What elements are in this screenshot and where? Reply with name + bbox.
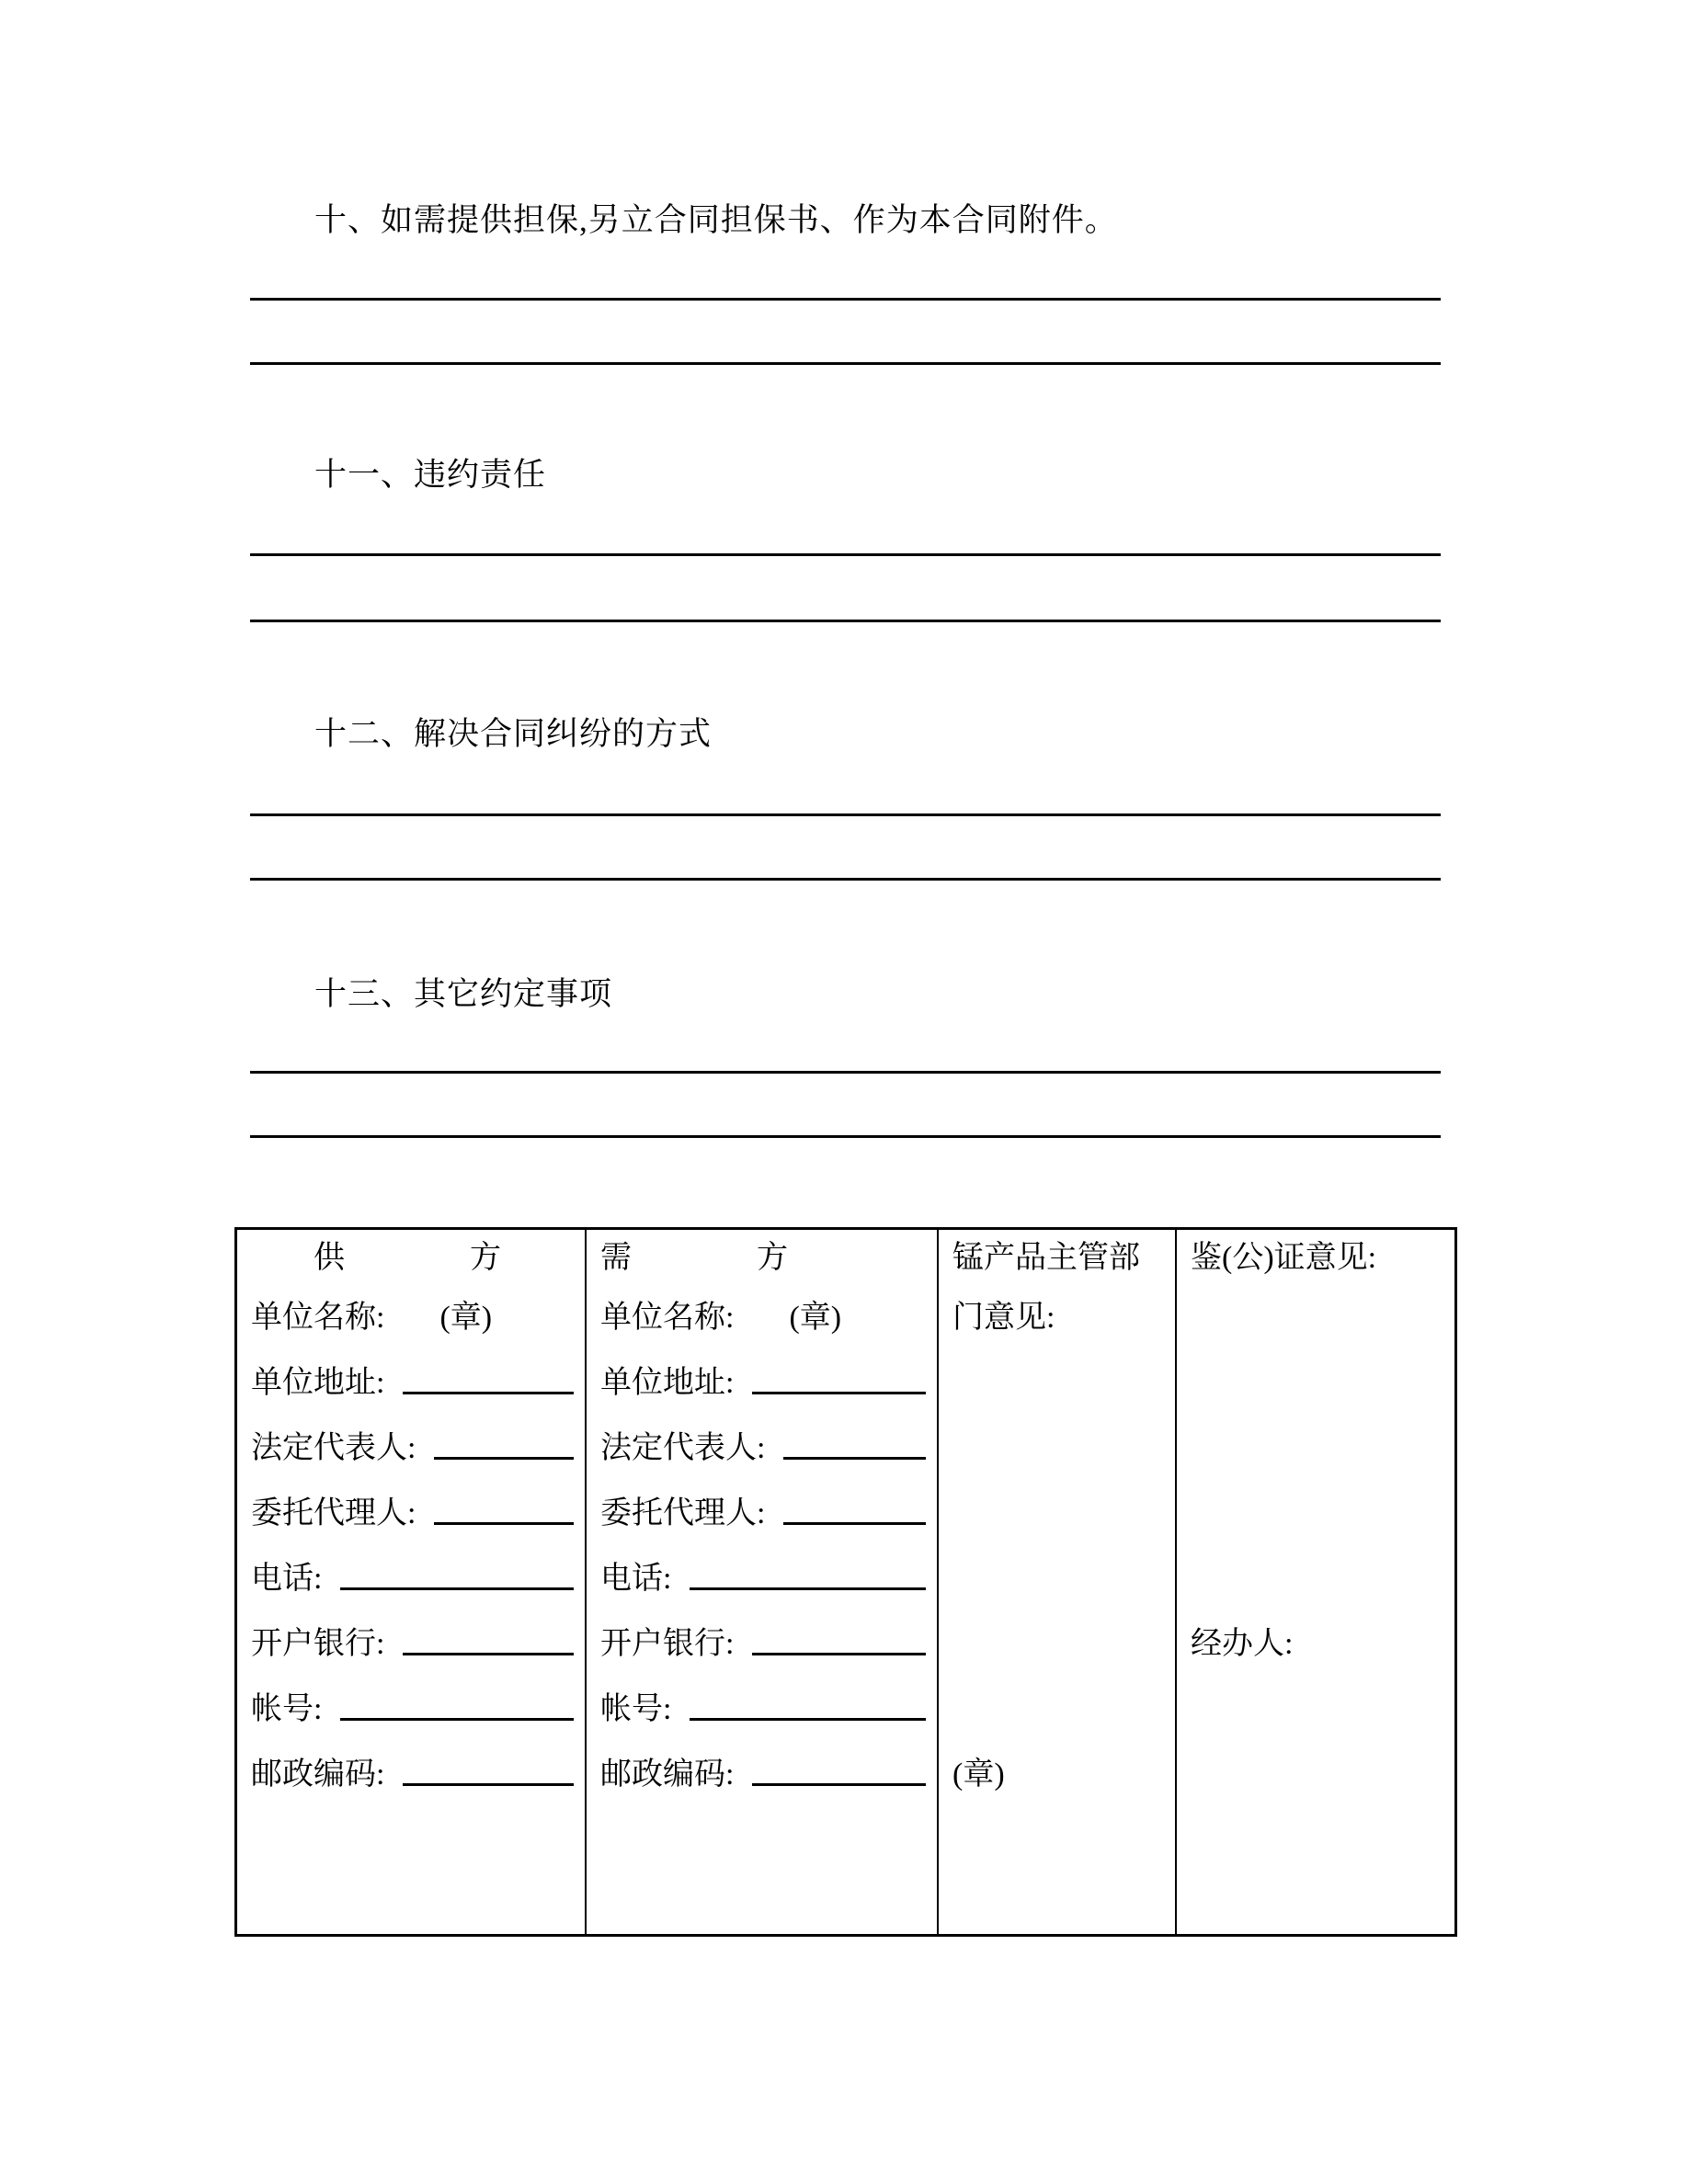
section-10-heading: 十、如需提供担保,另立合同担保书、作为本合同附件。 bbox=[314, 202, 1118, 238]
field-label: 邮政编码: bbox=[251, 1757, 385, 1792]
buyer-header: 需 方 bbox=[600, 1241, 788, 1275]
fill-in-blank bbox=[752, 1756, 926, 1786]
field-label: 电话: bbox=[600, 1562, 672, 1596]
buyer-column bbox=[587, 1230, 939, 1934]
table-row-postcode bbox=[600, 1738, 926, 1803]
table-row-phone bbox=[251, 1542, 574, 1608]
field-label: 电话: bbox=[251, 1562, 323, 1596]
blank-line bbox=[250, 298, 1441, 301]
table-row-account bbox=[251, 1673, 574, 1738]
notary-column bbox=[1177, 1230, 1454, 1934]
field-label: 单位地址: bbox=[600, 1366, 735, 1400]
fill-in-blank bbox=[783, 1495, 926, 1525]
field-label: 委托代理人: bbox=[251, 1496, 416, 1530]
field-label: 开户银行: bbox=[251, 1627, 385, 1661]
table-row-agent bbox=[600, 1477, 926, 1542]
blank-line bbox=[250, 620, 1441, 622]
field-label: 开户银行: bbox=[600, 1627, 735, 1661]
field-label: 委托代理人: bbox=[600, 1496, 766, 1530]
seal-placeholder: (章) bbox=[952, 1757, 1005, 1792]
fill-in-blank bbox=[434, 1429, 574, 1460]
authority-column bbox=[939, 1230, 1177, 1934]
section-11-heading: 十一、违约责任 bbox=[314, 457, 547, 493]
fill-in-blank bbox=[752, 1364, 926, 1394]
field-label: 单位地址: bbox=[251, 1366, 385, 1400]
signature-table bbox=[234, 1227, 1457, 1937]
field-label: 单位名称: bbox=[600, 1301, 735, 1335]
supplier-header: 供 方 bbox=[314, 1241, 501, 1275]
table-row-unit-name bbox=[251, 1281, 574, 1347]
authority-seal-row bbox=[952, 1738, 1164, 1803]
field-label: 门意见: bbox=[952, 1301, 1055, 1335]
blank-line bbox=[250, 813, 1441, 816]
table-row-unit-address bbox=[600, 1347, 926, 1412]
seal-placeholder: (章) bbox=[439, 1301, 493, 1335]
fill-in-blank bbox=[434, 1495, 574, 1525]
field-label: 帐号: bbox=[251, 1692, 323, 1726]
field-label: 邮政编码: bbox=[600, 1757, 735, 1792]
section-13-heading: 十三、其它约定事项 bbox=[314, 976, 613, 1012]
table-row-agent bbox=[251, 1477, 574, 1542]
field-label: 法定代表人: bbox=[251, 1431, 416, 1465]
blank-line bbox=[250, 1135, 1441, 1138]
table-row-unit-address bbox=[251, 1347, 574, 1412]
fill-in-blank bbox=[403, 1364, 574, 1394]
fill-in-blank bbox=[783, 1429, 926, 1460]
blank-line bbox=[250, 362, 1441, 365]
table-row-legal-rep bbox=[600, 1412, 926, 1477]
section-12-heading: 十二、解决合同纠纷的方式 bbox=[314, 716, 713, 752]
fill-in-blank bbox=[752, 1625, 926, 1655]
table-row-postcode bbox=[251, 1738, 574, 1803]
seal-placeholder: (章) bbox=[789, 1301, 842, 1335]
fill-in-blank bbox=[690, 1690, 926, 1721]
table-row-unit-name bbox=[600, 1281, 926, 1347]
table-row-account bbox=[600, 1673, 926, 1738]
table-row-bank bbox=[600, 1608, 926, 1673]
authority-header-line1: 锰产品主管部 bbox=[952, 1241, 1140, 1275]
fill-in-blank bbox=[340, 1560, 574, 1590]
supplier-column bbox=[237, 1230, 587, 1934]
fill-in-blank bbox=[403, 1756, 574, 1786]
table-row-legal-rep bbox=[251, 1412, 574, 1477]
blank-line bbox=[250, 553, 1441, 556]
field-label: 单位名称: bbox=[251, 1301, 385, 1335]
notary-header: 鉴(公)证意见: bbox=[1191, 1241, 1377, 1275]
fill-in-blank bbox=[340, 1690, 574, 1721]
table-row-phone bbox=[600, 1542, 926, 1608]
notary-agent-row bbox=[1191, 1608, 1443, 1673]
blank-line bbox=[250, 878, 1441, 881]
authority-header-line2 bbox=[952, 1281, 1164, 1347]
fill-in-blank bbox=[403, 1625, 574, 1655]
blank-line bbox=[250, 1071, 1441, 1074]
fill-in-blank bbox=[690, 1560, 926, 1590]
field-label: 法定代表人: bbox=[600, 1431, 766, 1465]
field-label: 经办人: bbox=[1191, 1627, 1294, 1661]
field-label: 帐号: bbox=[600, 1692, 672, 1726]
table-row-bank bbox=[251, 1608, 574, 1673]
